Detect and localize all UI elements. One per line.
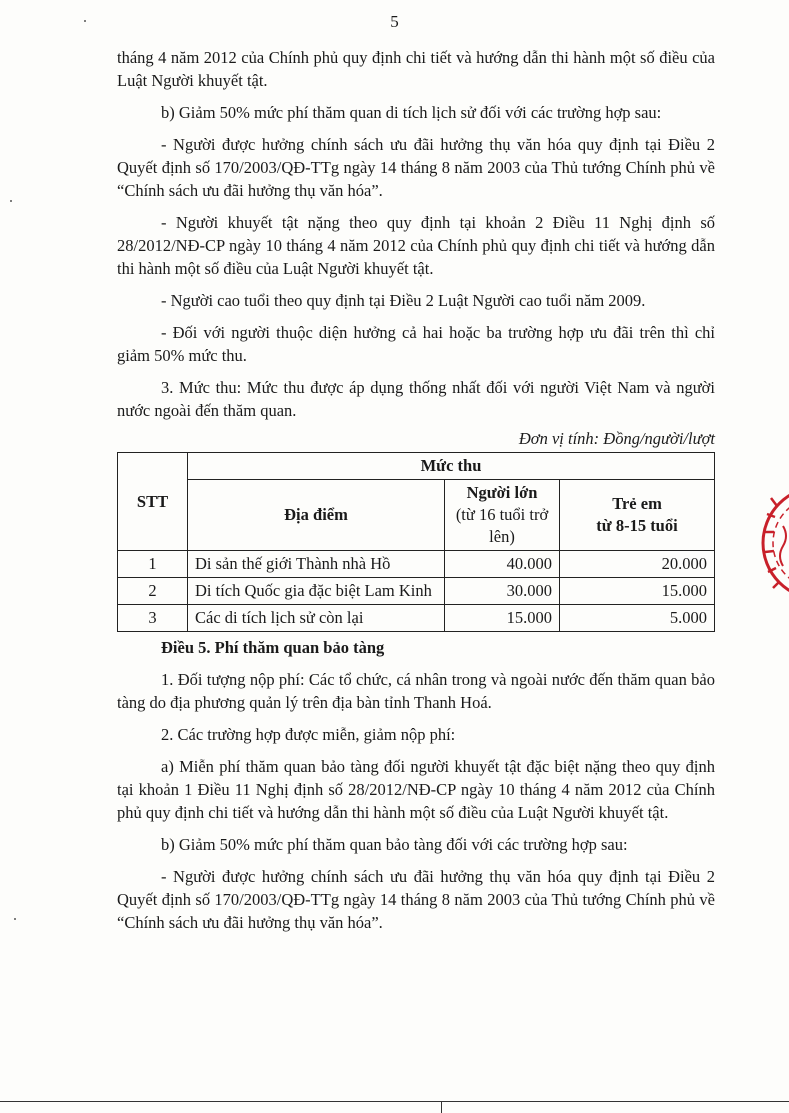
paragraph-11: b) Giảm 50% mức phí thăm quan bảo tàng đối với các trường hợp sau: [161, 835, 628, 854]
fee-table [117, 452, 715, 632]
table-row [118, 551, 715, 578]
paragraph-5: - Người cao tuổi theo quy định tại Điều 2 Luật Người cao tuổi năm 2009. [161, 291, 646, 310]
table-row [118, 605, 715, 632]
paragraph-9: 2. Các trường hợp được miễn, giảm nộp phí: [161, 725, 456, 744]
cell-nguoi-lon: 40.000 [445, 551, 560, 578]
scan-speck [84, 20, 86, 22]
header-nguoi-lon-sub: (từ 16 tuổi trở lên) [455, 505, 549, 546]
paragraph-3: - Người được hưởng chính sách ưu đãi hưởng thụ văn hóa quy định tại Điều 2 Quyết định số 170/2003/QĐ-TTg ngày 14 tháng 8 năm 2003 của Thủ tướng Chính phủ về “Chính sách ưu đãi hưởng thụ văn hóa”. [117, 135, 715, 200]
header-nguoi-lon [445, 480, 560, 551]
header-stt: STT [118, 453, 188, 551]
paragraph-4: - Người khuyết tật nặng theo quy định tại khoản 2 Điều 11 Nghị định số 28/2012/NĐ-CP ngày 10 tháng 4 năm 2012 của Chính phủ quy định chi tiết và hướng dẫn thi hành một số điều của Luật Người khuyết tật. [117, 213, 715, 278]
unit-note: Đơn vị tính: Đồng/người/lượt [518, 429, 715, 448]
paragraph-2: b) Giảm 50% mức phí thăm quan di tích lịch sử đối với các trường hợp sau: [161, 103, 662, 122]
header-tre-em-label: Trẻ em [612, 494, 662, 513]
paragraph-6: - Đối với người thuộc diện hưởng cả hai hoặc ba trường hợp ưu đãi trên thì chỉ giảm 50% mức thu. [117, 323, 715, 365]
cell-stt: 3 [118, 605, 188, 632]
paragraph-10: a) Miễn phí thăm quan bảo tàng đối người khuyết tật đặc biệt nặng theo quy định tại khoản 1 Điều 11 Nghị định số 28/2012/NĐ-CP ngày 10 tháng 4 năm 2012 của Chính phủ quy định chi tiết và hướng dẫn thi hành một số điều của Luật Người khuyết tật. [117, 757, 715, 822]
table-subheader-row [118, 480, 715, 551]
scan-speck [14, 918, 16, 920]
footer-rule [0, 1101, 789, 1102]
heading-dieu-5: Điều 5. Phí thăm quan bảo tàng [161, 638, 385, 657]
cell-dia-diem: Di sản thế giới Thành nhà Hồ [188, 551, 445, 578]
header-dia-diem: Địa điểm [188, 480, 445, 551]
document-body [117, 46, 715, 934]
paragraph-8: 1. Đối tượng nộp phí: Các tổ chức, cá nhân trong và ngoài nước đến thăm quan bảo tàng do địa phương quản lý trên địa bàn tỉnh Thanh Hoá. [117, 670, 715, 712]
cell-stt: 2 [118, 578, 188, 605]
official-seal-stamp [757, 478, 789, 608]
header-tre-em [560, 480, 715, 551]
page-number: 5 [390, 12, 399, 31]
cell-tre-em: 5.000 [560, 605, 715, 632]
header-tre-em-sub: từ 8-15 tuổi [596, 516, 678, 535]
cell-tre-em: 15.000 [560, 578, 715, 605]
cell-nguoi-lon: 30.000 [445, 578, 560, 605]
header-nguoi-lon-label: Người lớn [466, 483, 538, 502]
table-row [118, 578, 715, 605]
scan-speck [10, 200, 12, 202]
paragraph-1: tháng 4 năm 2012 của Chính phủ quy định chi tiết và hướng dẫn thi hành một số điều của Luật Người khuyết tật. [117, 48, 715, 90]
paragraph-12: - Người được hưởng chính sách ưu đãi hưởng thụ văn hóa quy định tại Điều 2 Quyết định số 170/2003/QĐ-TTg ngày 14 tháng 8 năm 2003 của Thủ tướng Chính phủ về “Chính sách ưu đãi hưởng thụ văn hóa”. [117, 867, 715, 932]
cell-tre-em: 20.000 [560, 551, 715, 578]
cell-dia-diem: Di tích Quốc gia đặc biệt Lam Kinh [188, 578, 445, 605]
paragraph-7: 3. Mức thu: Mức thu được áp dụng thống nhất đối với người Việt Nam và người nước ngoài đến thăm quan. [117, 378, 715, 420]
cell-stt: 1 [118, 551, 188, 578]
footer-tick [441, 1101, 442, 1113]
header-muc-thu: Mức thu [188, 453, 715, 480]
table-header-row [118, 453, 715, 480]
cell-dia-diem: Các di tích lịch sử còn lại [188, 605, 445, 632]
cell-nguoi-lon: 15.000 [445, 605, 560, 632]
